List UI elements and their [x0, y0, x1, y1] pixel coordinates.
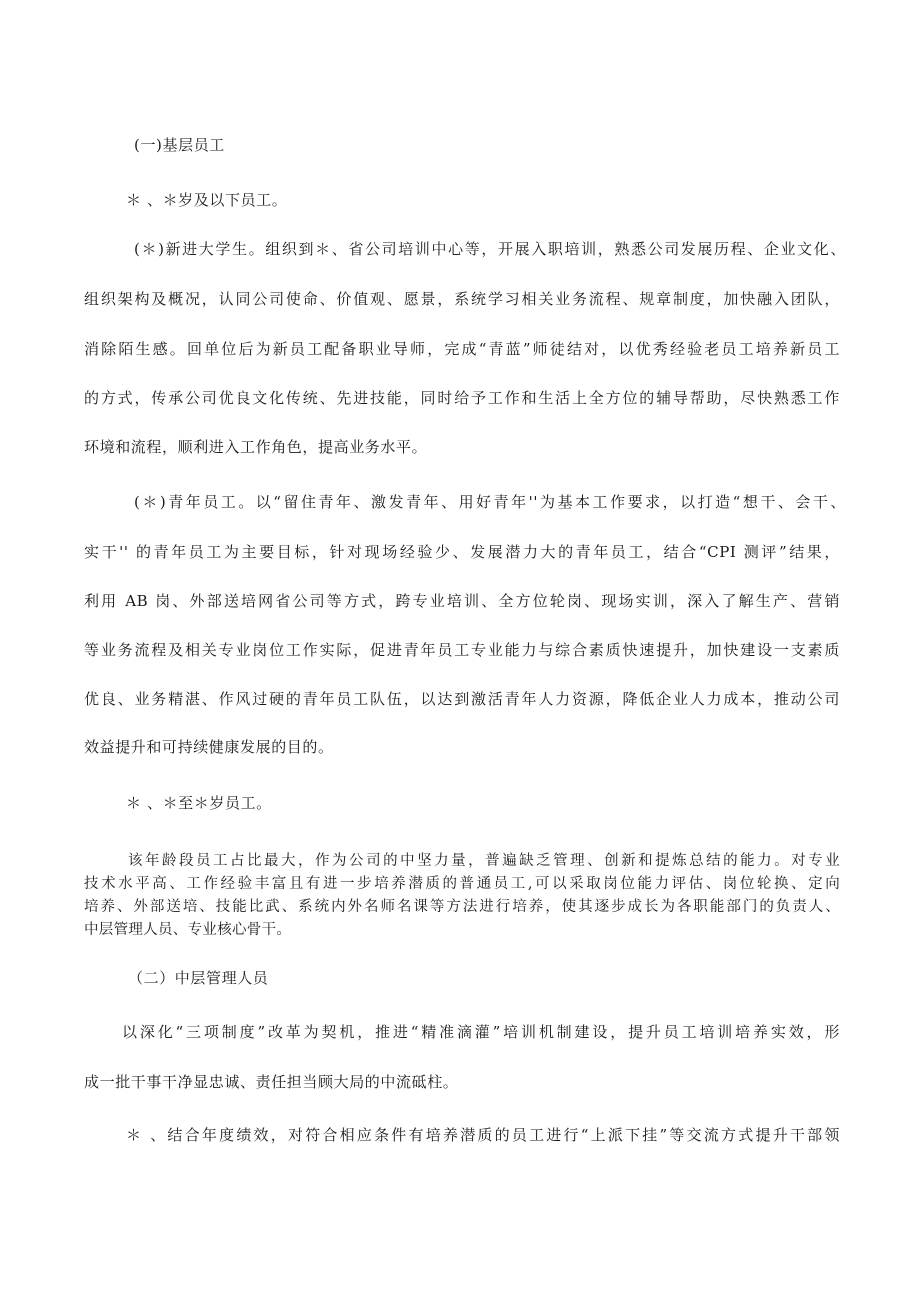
subsection-heading-young: ＊ 、＊岁及以下员工。	[126, 191, 288, 209]
paragraph-line: 以深化“三项制度”改革为契机，推进“精准滴灌”培训机制建设，提升员工培训培养实效，形	[122, 1023, 840, 1041]
paragraph-line: 成一批干事干净显忠诚、责任担当顾大局的中流砥柱。	[84, 1073, 459, 1091]
paragraph-line: ＊ 、结合年度绩效，对符合相应条件有培养潜质的员工进行“上派下挂”等交流方式提升干部领	[126, 1126, 840, 1144]
paragraph-line: (＊)青年员工。以“留住青年、激发青年、用好青年''为基本工作要求，以打造“想干、会干、	[134, 493, 846, 511]
section-heading-grassroots: (一)基层员工	[134, 136, 225, 154]
subsection-heading-middle-age: ＊ 、＊至＊岁员工。	[126, 794, 272, 812]
paragraph-line: 利用 AB 岗、外部送培网省公司等方式，跨专业培训、全方位轮岗、现场实训，深入了解生产、营销	[84, 592, 840, 610]
paragraph-line: 培养、外部送培、技能比武、系统内外名师名课等方法进行培养，使其逐步成长为各职能部门的负责人、	[84, 899, 840, 915]
paragraph-line: (＊)新进大学生。组织到＊、省公司培训中心等，开展入职培训，熟悉公司发展历程、企业文化、	[134, 240, 846, 258]
paragraph-line: 等业务流程及相关专业岗位工作实际，促进青年员工专业能力与综合素质快速提升，加快建设一支素质	[84, 641, 840, 659]
section-heading-middle-management: （二）中层管理人员	[128, 969, 269, 987]
paragraph-line: 消除陌生感。回单位后为新员工配备职业导师，完成“青蓝”师徒结对，以优秀经验老员工培养新员工	[84, 340, 840, 358]
paragraph-line: 的方式，传承公司优良文化传统、先进技能，同时给予工作和生活上全方位的辅导帮助，尽快熟悉工作	[84, 389, 840, 407]
paragraph-line: 组织架构及概况，认同公司使命、价值观、愿景，系统学习相关业务流程、规章制度，加快融入团队，	[84, 290, 840, 308]
paragraph-line: 该年龄段员工占比最大，作为公司的中坚力量，普遍缺乏管理、创新和提炼总结的能力。对专业	[128, 853, 840, 869]
paragraph-line: 中层管理人员、专业核心骨干。	[84, 922, 292, 938]
paragraph-line: 环境和流程，顺利进入工作角色，提高业务水平。	[84, 438, 428, 456]
paragraph-line: 效益提升和可持续健康发展的目的。	[84, 738, 334, 756]
paragraph-line: 优良、业务精湛、作风过硬的青年员工队伍，以达到激活青年人力资源，降低企业人力成本，推动公司	[84, 690, 840, 708]
paragraph-line: 实干'' 的青年员工为主要目标，针对现场经验少、发展潜力大的青年员工，结合“CPI 测评”结果，	[84, 543, 840, 561]
paragraph-line: 技术水平高、工作经验丰富且有进一步培养潜质的普通员工,可以采取岗位能力评估、岗位轮换、定向	[84, 876, 840, 892]
